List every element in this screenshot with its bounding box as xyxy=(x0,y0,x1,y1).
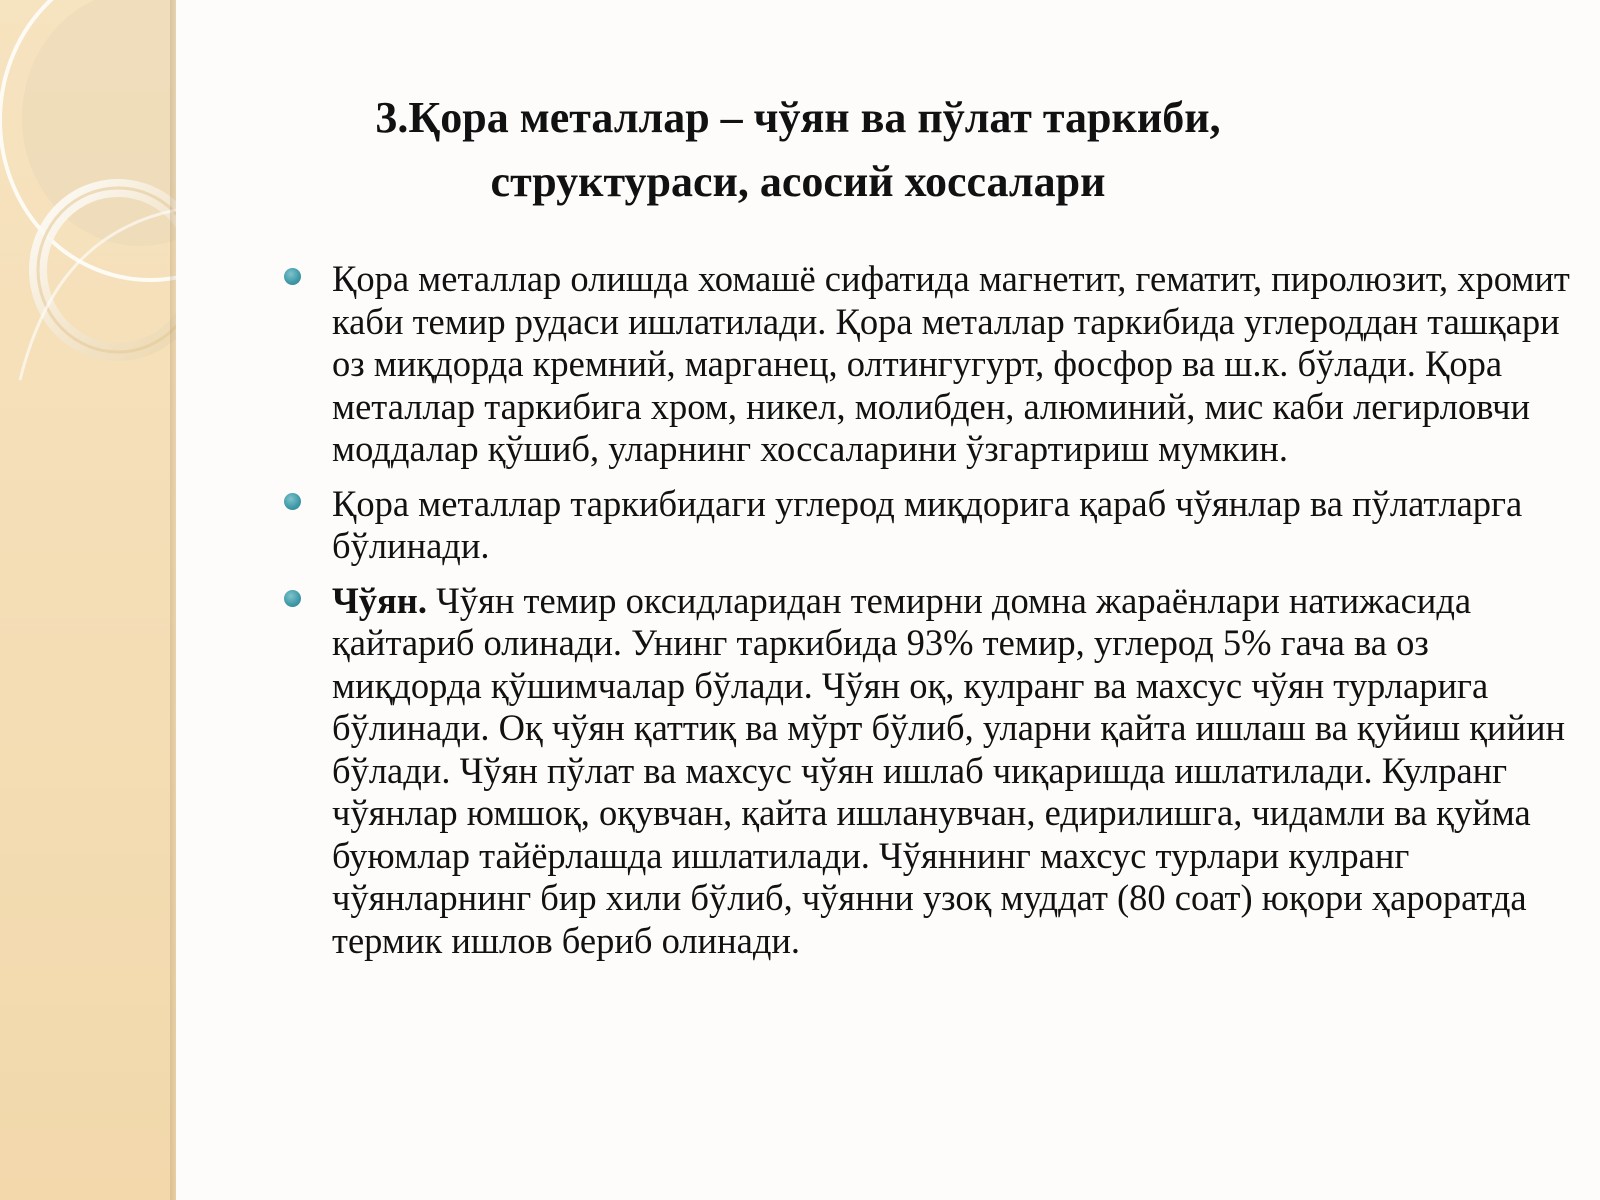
decorative-side-panel xyxy=(0,0,176,1200)
bullet-dot-icon xyxy=(284,493,301,510)
slide-title-line-2: структураси, асосий хоссалари xyxy=(490,157,1106,206)
decorative-rings-graphic xyxy=(0,0,176,1200)
bullet-bold-term: Чўян. xyxy=(332,579,427,621)
bullet-text: Чўян темир оксидларидан темирни домна жараёнлари натижасида қайтариб олинади. Унинг таркибида 93% темир, углерод 5% гача ва оз миқдорда қўшимчалар бўлади. Чўян оқ, кулранг ва махсус чўян турларига бўлинади. Оқ чўян қаттиқ ва мўрт бўлиб, уларни қайта ишлаш ва қуйиш қийин бўлади. Чўян пўлат ва махсус чўян ишлаб чиқаришда ишлатилади. Кулранг чўянлар юмшоқ, оқувчан, қайта ишланувчан, едирилишга, чидамли ва қуйма буюмлар тайёрлашда ишлатилади. Чўяннинг махсус турлари кулранг чўянларнинг бир хили бўлиб, чўянни узоқ муддат (80 соат) юқори ҳароратда термик ишлов бериб олинади. xyxy=(332,579,1566,961)
slide-title-line-1: 3.Қора металлар – чўян ва пўлат таркиби, xyxy=(375,93,1221,142)
bullet-dot-icon xyxy=(284,590,301,607)
bullet-item xyxy=(280,580,1570,963)
bullet-item xyxy=(280,258,1570,471)
bullet-list xyxy=(280,258,1570,974)
bullet-dot-icon xyxy=(284,268,301,285)
slide-title xyxy=(206,86,1390,214)
bullet-item xyxy=(280,483,1570,568)
bullet-text: Қора металлар таркибидаги углерод миқдорига қараб чўянлар ва пўлатларга бўлинади. xyxy=(332,482,1523,566)
bullet-text: Қора металлар олишда хомашё сифатида магнетит, гематит, пиролюзит, хромит каби темир рудаси ишлатилади. Қора металлар таркибида углероддан ташқари оз миқдорда кремний, марганец, олтингугурт, фосфор ва ш.к. бўлади. Қора металлар таркибига хром, никел, молибден, алюминий, мис каби легирловчи моддалар қўшиб, уларнинг хоссаларини ўзгартириш мумкин. xyxy=(332,258,1570,469)
